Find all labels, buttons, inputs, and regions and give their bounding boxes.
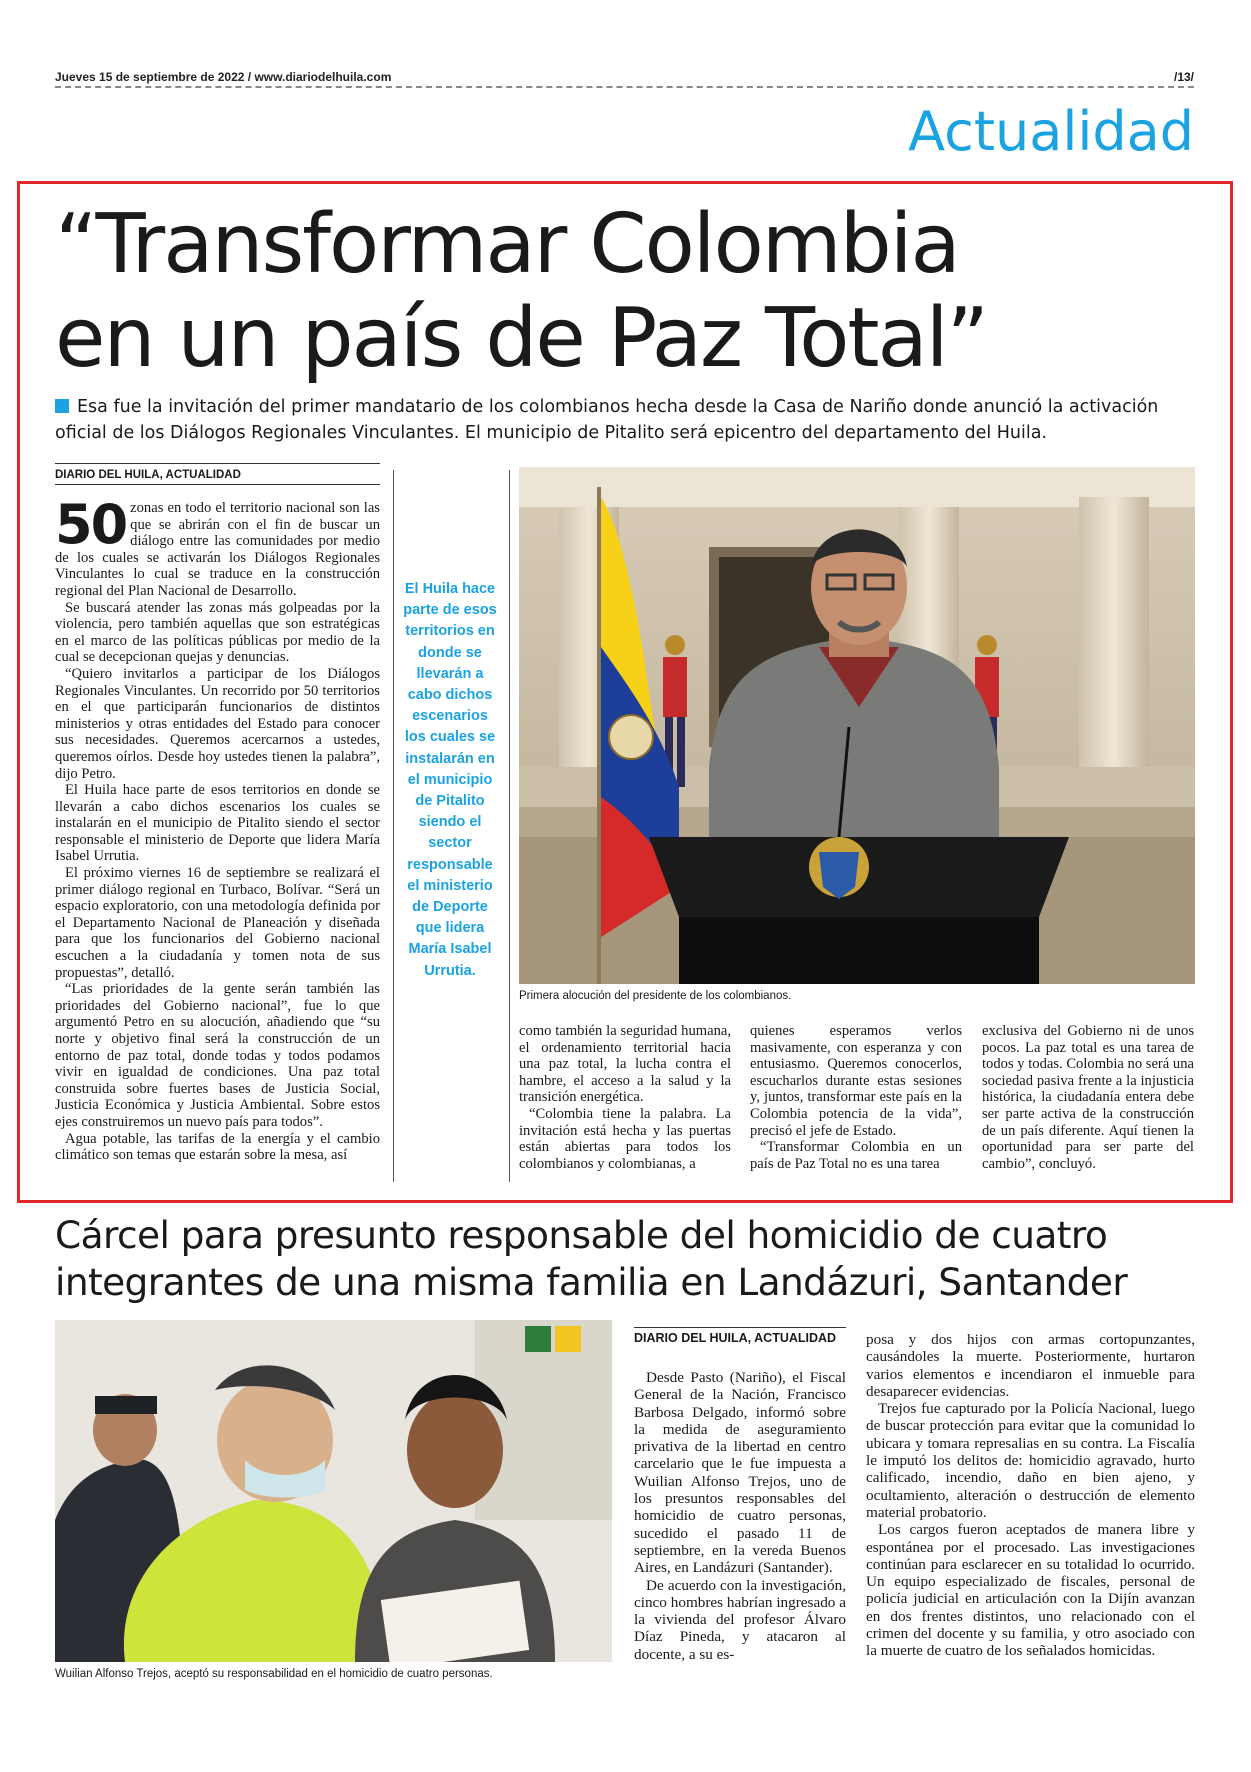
article1-col3-p1: quienes esperamos verlos masivamente, con esperanza y con entusiasmo. Queremos conocerlos, escucharlos durante estas sesiones y, juntos, transformar este país en la Colombia potencia de la vida”, precisó el jefe de Estado. xyxy=(750,1023,962,1139)
article1-headline-line1: “Transformar Colombia xyxy=(55,197,959,292)
president-speech-illustration xyxy=(519,467,1195,984)
article1-col4-p1: exclusiva del Gobierno ni de unos pocos. La paz total es una tarea de todos y todas. Colombia no será una sociedad pasiva frente a la injusticia histórica, la ciudadanía entera debe ser parte activa de la construcción de un país diferente. Aquí tienen la oportunidad para ser parte del cambio”, concluyó. xyxy=(982,1023,1194,1172)
byline-top-rule xyxy=(55,463,380,464)
article1-column-3 xyxy=(750,1023,962,1172)
article1-headline[interactable] xyxy=(55,198,1175,386)
lead-bullet-icon xyxy=(55,399,69,413)
dropcap: 50 xyxy=(55,493,127,556)
header-date-line: Jueves 15 de septiembre de 2022 / www.diariodelhuila.com xyxy=(55,70,392,84)
article1-column-2 xyxy=(519,1023,731,1172)
arrest-illustration xyxy=(55,1320,612,1662)
podium xyxy=(649,837,1069,984)
page-number: /13/ xyxy=(1173,70,1194,84)
article2-column-2 xyxy=(866,1331,1195,1660)
pull-quote: El Huila hace parte de esos territorios en donde se llevarán a cabo dichos escenarios los cuales se instalarán en el municipio de Pitalito siendo el sector responsable el ministerio de Deporte que lidera María Isabel Urrutia. xyxy=(403,581,497,979)
article2-headline-line2: integrantes de una misma familia en Landázuri, Santander xyxy=(55,1260,1128,1304)
article1-col1-p1-text: zonas en todo el territorio nacional son las que se abrirán con el fin de buscar un diálogo entre las comunidades por medio de los cuales se activarán los Diálogos Regionales Vinculantes lo cual se traduce en la construcción regional del Plan Nacional de Desarrollo. xyxy=(55,500,380,599)
article2-col1-p1: Desde Pasto (Nariño), el Fiscal General de la Nación, Francisco Barbosa Delgado, informó sobre la medida de aseguramiento privativa de la libertad en centro carcelario que le fue impuesta a Wuilian Alfonso Trejos, uno de los presuntos responsables del homicidio de cuatro personas, sucedido el pasado 11 de septiembre, en la vereda Buenos Aires, en Landázuri (Santander). xyxy=(634,1369,846,1577)
article1-col2-p1: como también la seguridad humana, el ordenamiento territorial hacia una paz total, la lucha contra el hambre, el acceso a la salud y la transición energética. xyxy=(519,1023,731,1106)
article1-col2-p2: “Colombia tiene la palabra. La invitación está hecha y las puertas están abiertas para todos los colombianos y colombianas, a xyxy=(519,1105,731,1172)
article1-col1-p6: “Las prioridades de la gente serán también las prioridades del Gobierno nacional”, fue lo que argumentó Petro en su alocución, añadiendo que “su norte y objetivo final será la construcción de un entorno de paz total, donde todas y todos podamos vivir en igualdad de condiciones. Una paz total construida sobre fuertes bases de Justicia Social, Justicia Económica y Justicia Ambiental. Sobre estos ejes construiremos un nuevo país para todos”. xyxy=(55,981,380,1130)
president-speech-photo[interactable] xyxy=(519,467,1195,984)
article2-column-1 xyxy=(634,1369,846,1663)
article1-lead xyxy=(55,394,1195,446)
article1-byline: DIARIO DEL HUILA, ACTUALIDAD xyxy=(55,469,241,481)
article1-lead-text: Esa fue la invitación del primer mandatario de los colombianos hecha desde la Casa de Nariño donde anunció la activación oficial de los Diálogos Regionales Vinculantes. El municipio de Pitalito será epicentro del departamento del Huila. xyxy=(55,397,1159,443)
header-divider xyxy=(55,86,1194,88)
article2-col1-p2: De acuerdo con la investigación, cinco hombres habrían ingresado a la vivienda del profesor Álvaro Díaz Pineda, y atacaron al docente, a su es- xyxy=(634,1576,846,1663)
article2-col2-p3: Los cargos fueron aceptados de manera libre y espontánea por el procesado. Las investigaciones continúan para esclarecer en su totalidad lo ocurrido. Un equipo especializado de fiscales, personal de policía judicial en articulación con la Dijín avanzan en dos frentes distintos, uno relacionado con el crimen del docente y su familia, y otro asociado con la muerte de cuatro de los señalados homicidas. xyxy=(866,1521,1195,1660)
article2-headline[interactable] xyxy=(55,1212,1215,1306)
byline-bottom-rule xyxy=(55,484,380,485)
article2-photo-caption: Wuilian Alfonso Trejos, aceptó su responsabilidad en el homicidio de cuatro personas. xyxy=(55,1668,493,1680)
article1-col1-p7: Agua potable, las tarifas de la energía y el cambio climático son temas que estarán sobre la mesa, así xyxy=(55,1130,380,1164)
article2-col2-p2: Trejos fue capturado por la Policía Nacional, luego de buscar protección para evitar que la comunidad lo ubicara y tomara represalias en su contra. La Fiscalía le imputó los delitos de: homicidio agravado, hurto calificado, incendio, daño en bien ajeno, y ocultamiento, alteración o destrucción de elemento material probatorio. xyxy=(866,1400,1195,1521)
article2-byline: DIARIO DEL HUILA, ACTUALIDAD xyxy=(634,1331,837,1345)
article1-photo-caption: Primera alocución del presidente de los colombianos. xyxy=(519,990,792,1002)
pull-quote-left-rule xyxy=(393,470,394,1182)
article1-headline-line2: en un país de Paz Total” xyxy=(55,291,988,386)
article1-col1-p3: “Quiero invitarlos a participar de los Diálogos Regionales Vinculantes. Un recorrido por 50 territorios en el que participarán funcionarios de distintos ministerios y otras entidades del Estado para conocer sus necesidades. Queremos acercarnos a ustedes, queremos oírlos. Desde hoy ustedes tienen la palabra”, dijo Petro. xyxy=(55,665,380,782)
article1-col3-p2: “Transformar Colombia en un país de Paz Total no es una tarea xyxy=(750,1139,962,1172)
article1-col1-p4: El Huila hace parte de esos territorios en donde se llevarán a cabo dichos escenarios los cuales se instalarán en el municipio de Pitalito siendo el sector responsable el ministerio de Deporte que lidera María Isabel Urrutia. xyxy=(55,782,380,865)
article1-column-1 xyxy=(55,493,380,1164)
article1-col1-p5: El próximo viernes 16 de septiembre se realizará el primer diálogo regional en Turbaco, Bolívar. “Será un espacio exploratorio, con una metodología definida por el Departamento Nacional de Planeación y diseñada para que los funcionarios del Gobierno nacional escuchen a la ciudadanía y tomen nota de sus propuestas”, detalló. xyxy=(55,865,380,981)
section-title: Actualidad xyxy=(908,100,1194,163)
article2-headline-line1: Cárcel para presunto responsable del homicidio de cuatro xyxy=(55,1213,1108,1257)
article2-byline-rule xyxy=(634,1327,846,1328)
article1-column-4 xyxy=(982,1023,1194,1172)
pull-quote-right-rule xyxy=(509,470,510,1182)
arrest-photo[interactable] xyxy=(55,1320,612,1662)
article2-col2-p1: posa y dos hijos con armas cortopunzantes, causándoles la muerte. Posteriormente, hurtaron varios elementos e incendiaron el inmueble para desaparecer evidencias. xyxy=(866,1331,1195,1400)
article1-col1-p2: Se buscará atender las zonas más golpeadas por la violencia, pero también aquellas que son estratégicas en el marco de las políticas públicas por medio de la cual se decepcionan quejas y denuncias. xyxy=(55,599,380,666)
article1-col1-p1 xyxy=(55,493,380,600)
